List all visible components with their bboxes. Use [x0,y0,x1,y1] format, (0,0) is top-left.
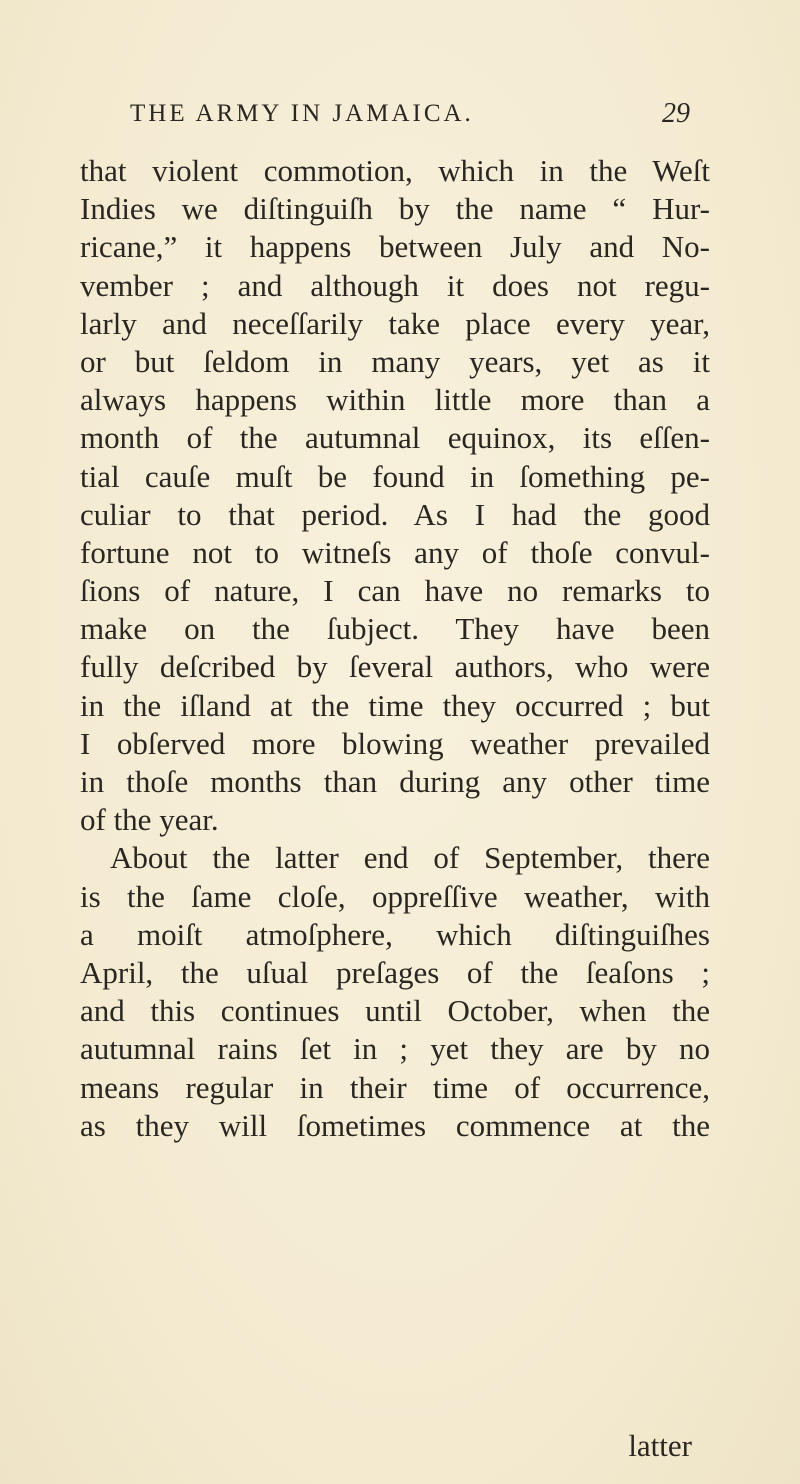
text-line: tial cauſe muſt be found in ſomething pe- [80,458,710,494]
text-line: as they will ſometimes commence at the [80,1107,710,1143]
text-line: Indies we diſtinguiſh by the name “ Hur- [80,191,710,227]
running-title: THE ARMY IN JAMAICA. [130,100,474,127]
text-line: is the ſame cloſe, oppreſſive weather, with [80,878,710,914]
text-line: autumnal rains ſet in ; yet they are by no [80,1031,710,1067]
running-head [130,100,690,140]
text-line: always happens within little more than a [80,382,710,418]
text-line: ricane,” it happens between July and No- [80,229,710,265]
text-line: in thoſe months than during any other time [80,764,710,799]
text-line: About the latter end of September, there [110,840,710,876]
text-line: ſions of nature, I can have no remarks to [80,573,710,609]
text-line: fortune not to witneſs any of thoſe convul- [80,534,710,570]
text-line: of the year. [80,802,219,838]
text-line: in the iſland at the time they occurred ; but [80,687,710,723]
text-line: fully deſcribed by ſeveral authors, who were [80,649,710,685]
text-line: I obſerved more blowing weather prevailed [80,725,710,761]
text-line: a moiſt atmoſphere, which diſtinguiſhes [80,916,710,952]
page-number: 29 [662,98,690,129]
text-line: culiar to that period. As I had the good [80,496,710,532]
text-line: and this continues until October, when the [80,993,710,1029]
text-line: means regular in their time of occurrence, [80,1069,710,1105]
text-line: larly and neceſſarily take place every year, [80,305,710,341]
text-line: make on the ſubject. They have been [80,611,710,647]
text-line: April, the uſual preſages of the ſeaſons ; [80,954,710,990]
text-line: that violent commotion, which in the Weſt [80,153,710,188]
text-line: or but ſeldom in many years, yet as it [80,343,710,379]
text-line: vember ; and although it does not regu- [80,267,710,303]
catchword: latter [628,1428,692,1463]
text-line: month of the autumnal equinox, its eſſen- [80,420,710,456]
body-text [80,152,710,1145]
